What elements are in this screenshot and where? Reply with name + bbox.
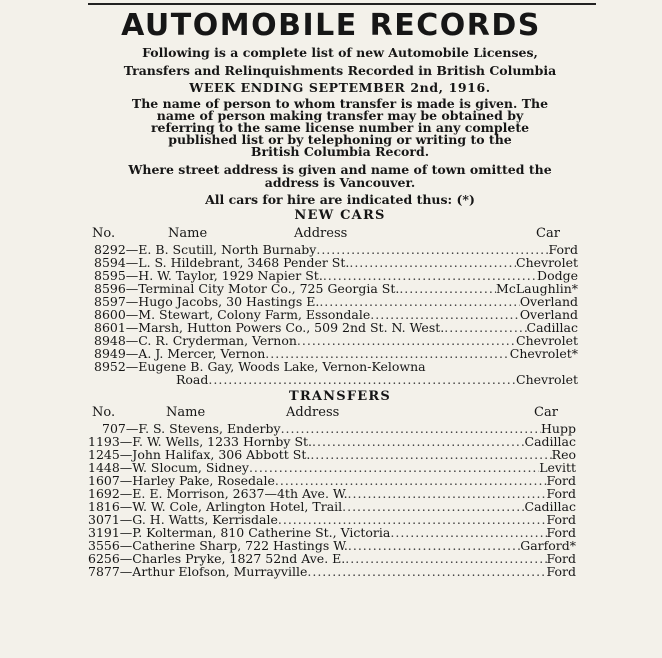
entry-text: 8595—H. W. Taylor, 1929 Napier St. [94,268,323,283]
entry-car: Ford [546,551,576,566]
intro-week-ending: WEEK ENDING SEPTEMBER 2nd, 1916. [189,80,491,95]
entry-car: Overland [519,294,578,309]
entry-car: Cadillac [524,499,576,514]
leader-dots [297,334,516,348]
entry-car: McLaughlin* [496,281,578,296]
entry-text: 3071—G. H. Watts, Kerrisdale [88,512,278,527]
note-line-4: published list or by telephoning or writing to the [168,132,512,147]
entry-text: 3556—Catherine Sharp, 722 Hastings W. [88,538,348,553]
top-rule [88,3,596,5]
note-line-2: name of person making transfer may be obtained by [156,108,524,123]
leader-dots [310,448,551,462]
entry-car: Chevrolet [516,372,578,387]
new-cars-heading: NEW CARS [294,208,386,223]
entry-text: 8596—Terminal City Motor Co., 725 Georgia St. [94,281,400,296]
transfers-heading: TRANSFERS [289,389,391,404]
new-cars-col-no: No. [92,226,116,241]
note-line-5: British Columbia Record. [250,144,430,159]
entry-text: 8948—C. R. Cryderman, Vernon [94,333,297,348]
list-item [176,373,578,387]
entry-car: Overland [519,307,578,322]
leader-dots [444,321,526,335]
entry-text: 707—F. S. Stevens, Enderby [102,421,281,436]
leader-dots [348,539,520,553]
entry-text: 6256—Charles Pryke, 1827 52nd Ave. E. [88,551,346,566]
leader-dots [316,243,548,257]
transfers-col-name: Name [166,405,206,420]
list-item-line-1: 8952—Eugene B. Gay, Woods Lake, Vernon-Kelowna [94,359,426,374]
leader-dots [208,373,516,387]
leader-dots [307,565,546,579]
note-line-3: referring to the same license number in any complete [150,120,530,135]
address-note-line-2: address is Vancouver. [264,175,416,190]
entry-car: Reo [551,447,576,462]
leader-dots [342,500,524,514]
transfers-col-car: Car [534,405,558,420]
hire-note: All cars for hire are indicated thus: (*) [205,192,475,207]
entry-car: Hupp [541,421,576,436]
leader-dots [312,435,525,449]
entry-text: 8601—Marsh, Hutton Powers Co., 509 2nd St. N. West. [94,320,445,335]
entry-car: Ford [546,486,576,501]
entry-car: Chevrolet [516,333,578,348]
new-cars-col-name: Name [168,226,208,241]
entry-car: Cadillac [526,320,578,335]
entry-text: Road [176,372,209,387]
entry-text: 1816—W. W. Cole, Arlington Hotel, Trail [88,499,343,514]
entry-text: 8594—L. S. Hildebrant, 3468 Pender St. [94,255,350,270]
entry-car: Ford [546,525,576,540]
entry-text: 1193—F. W. Wells, 1233 Hornby St. [88,434,313,449]
intro-line-2: Transfers and Relinquishments Recorded in British Columbia [123,63,557,78]
entry-text: 1448—W. Slocum, Sidney [88,460,249,475]
entry-car: Ford [546,473,576,488]
leader-dots [249,461,539,475]
leader-dots [281,422,541,436]
entry-text: 8292—E. B. Scutill, North Burnaby [94,242,317,257]
leader-dots [349,256,516,270]
new-cars-col-address: Address [294,226,348,241]
entry-car: Chevrolet [516,255,578,270]
entry-text: 1607—Harley Pake, Rosedale [88,473,275,488]
entry-text: 1692—E. E. Morrison, 2637—4th Ave. W. [88,486,348,501]
leader-dots [345,552,546,566]
entry-car: Ford [548,242,578,257]
entry-text: 1245—John Halifax, 306 Abbott St. [88,447,311,462]
entry-car: Chevrolet* [509,346,578,361]
address-note-line-1: Where street address is given and name of town omitted the [128,162,552,177]
leader-dots [399,282,496,296]
entry-car: Garford* [520,538,576,553]
entry-car: Levitt [539,460,576,475]
note-line-1: The name of person to whom transfer is made is given. The [131,96,549,111]
intro-line-1: Following is a complete list of new Automobile Licenses, [142,45,538,60]
entry-car: Ford [546,512,576,527]
entry-car: Cadillac [524,434,576,449]
entry-text: 3191—P. Kolterman, 810 Catherine St., Victoria [88,525,391,540]
entry-text: 8949—A. J. Mercer, Vernon [94,346,266,361]
entry-car: Ford [546,564,576,579]
entry-text: 8597—Hugo Jacobs, 30 Hastings E. [94,294,320,309]
list-item [88,565,576,579]
leader-dots [348,487,547,501]
transfers-col-no: No. [92,405,116,420]
entry-text: 8600—M. Stewart, Colony Farm, Essondale [94,307,371,322]
page-title: AUTOMOBILE RECORDS [121,8,541,43]
transfers-col-address: Address [286,405,340,420]
entry-text: 7877—Arthur Elofson, Murrayville [88,564,308,579]
new-cars-col-car: Car [536,226,560,241]
entry-car: Dodge [537,268,578,283]
